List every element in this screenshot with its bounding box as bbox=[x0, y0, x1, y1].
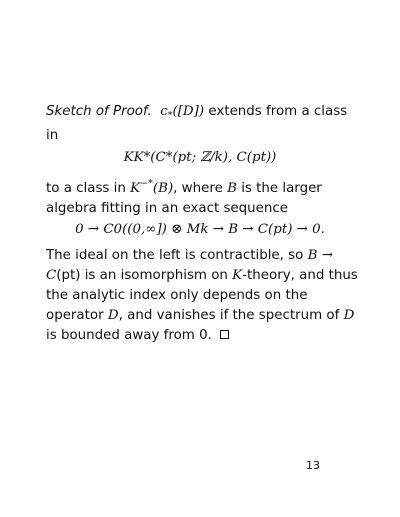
text-fragment: , and vanishes if the spectrum of bbox=[118, 308, 340, 323]
math-D: D bbox=[107, 308, 119, 323]
text-fragment: , where bbox=[173, 181, 223, 196]
proof-paragraph-3 bbox=[46, 246, 360, 346]
display-equation-kk bbox=[0, 148, 400, 168]
text-fragment: The ideal on the left is contractible, so bbox=[46, 248, 304, 263]
text-fragment: (pt) is an isomorphism on bbox=[56, 268, 228, 283]
text-fragment: is bounded away from 0. bbox=[46, 328, 212, 343]
text-fragment: -theory, and thus the analytic index only depends on the operator bbox=[46, 268, 358, 323]
equation-exact-sequence-text: 0 → C0((0,∞]) ⊗ Mk → B → C(pt) → 0. bbox=[75, 222, 325, 237]
text-fragment: extends from a class in bbox=[46, 104, 348, 143]
math-B: B bbox=[227, 181, 237, 196]
proof-paragraph-1 bbox=[46, 102, 360, 146]
math-K: K bbox=[232, 268, 243, 283]
qed-box-icon bbox=[220, 330, 229, 339]
math-c-star-D: $c_*([D])$ bbox=[160, 104, 205, 121]
text-fragment: to a class in bbox=[46, 181, 126, 196]
proof-paragraph-2 bbox=[46, 174, 360, 219]
display-equation-exact-sequence bbox=[0, 220, 400, 240]
math-C: C bbox=[46, 268, 57, 283]
math-k-minus-star-B: K−*(B) bbox=[130, 178, 174, 196]
text-fragment: is the larger algebra fitting in an exact sequence bbox=[46, 181, 322, 216]
equation-kk-text: KK*(C*(pt; ℤ/k), C(pt)) bbox=[123, 150, 277, 165]
math-B-arrow: B → bbox=[307, 248, 333, 263]
math-D: D bbox=[343, 308, 355, 323]
page-number: 13 bbox=[306, 459, 320, 472]
proof-heading: Sketch of Proof. bbox=[46, 104, 152, 119]
